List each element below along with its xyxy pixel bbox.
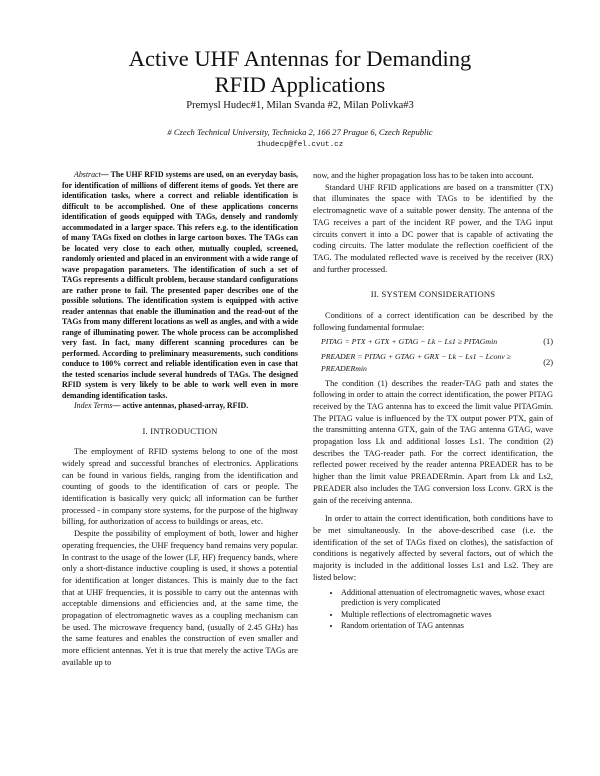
equation-2-body: PREADER = PITAG + GTAG + GRX − Lk − Ls1 − Lconv ≥ PREADERmin [321, 352, 511, 373]
affiliation: # Czech Technical University, Technicka 2, 166 27 Prague 6, Czech Republic [167, 127, 433, 137]
intro-paragraph-2: Despite the possibility of employment of both, lower and higher operating frequencies, the UHF frequency band remains very popular. In contrast to the usage of the lower (LF, HF) frequency bands, where only a short-distance inductive coupling is used, it shows a potential for identification at longer distances. This is mainly due to the fact that at UHF frequencies, it is possible to carry out the antennas with acceptable dimensions and efficiencies and, at the same time, the propagation of electromagnetic waves as a coupling mechanism can be used. The microwave frequency band, (usually of 2.45 GHz) has the same features and enables the construction of even smaller and more efficient antennas. Yet it is true that merely the active TAGs are available up to [62, 529, 298, 667]
abstract-text: — The UHF RFID systems are used, on an everyday basis, for identification of millions of different items of goods. Yet there are identification tasks, where a correct and reliable identification is difficult to be accomplished. One of these applications concerns identification of goods equipped with TAGs, densely and randomly accommodated in a larger space. This refers e.g. to the identification of many TAGs fixed on clothes in large cartoon boxes. The TAGs can be located very close to each other, mutually coupled, screened, randomly oriented and placed in an environment with a wide range of wave propagation parameters. The identification of such a set of TAGs represents a difficult problem, because standard configurations are rather prone to fail. The presented paper describes one of the possible solutions. The identification system is equipped with active reader antennas that enable the illumination and the read-out of the TAGs from many different locations as well as angles, and with a wide range of illuminating power. The whole process can be accomplished very fast. In fact, many different scanning procedures can be performed. According to preliminary measurements, such conditions conduce to 100% correct and reliable identification even in case that the tested scenarios include several hundreds of TAGs. The designed RFID system is very likely to be able to work well even in more demanding identification tasks. [62, 170, 298, 400]
title-line-1: Active UHF Antennas for Demanding [128, 46, 472, 71]
system-paragraph-2: Conditions of a correct identification can be described by the following fundamental formulae: [313, 311, 553, 332]
system-paragraph-1: Standard UHF RFID applications are based on a transmitter (TX) that illuminates the space with TAGs to be identified by the electromagnetic wave of a suitable power density. The antenna of the TAG receives a part of the incident RF power, and the TAG input circuits convert it into a DC power that is capable of activating the coding circuits. The latter modulate the reflection coefficient of the TAG. The modulated reflected wave is received by the receiver (RX) and further processed. [313, 182, 553, 274]
section-heading-introduction: I. INTRODUCTION [142, 425, 218, 436]
system-paragraph-3: The condition (1) describes the reader-TAG path and states the following in order to attain the correct identification, the power PITAG received by the TAG antenna has to exceed the limit value PITAGmin. The PITAG value is influenced by the TX output power PTX, gain of the transmitting antenna GTX, gain of the TAG antenna GTAG, wave propagation loss Lk and additional losses Ls1. The condition (2) describes the TAG-reader path. For the correct identification, the reflected power received by the reader antenna PREADER has to be higher than the limit value PREADERmin. Apart from Lk and Ls2, PREADER also includes the TAG conversion loss Lconv. GRX is the gain of the receiving antenna. [313, 378, 553, 505]
author-list: Premysl Hudec#1, Milan Svanda #2, Milan Polivka#3 [186, 100, 414, 111]
loss-factor-list [313, 588, 553, 632]
paper-title [0, 46, 600, 98]
equation-1-number: (1) [543, 337, 553, 347]
title-line-2: RFID Applications [214, 72, 386, 97]
section-heading-system: II. SYSTEM CONSIDERATIONS [370, 289, 496, 300]
list-item: • Additional attenuation of electromagnetic waves, whose exact prediction is very complicated [341, 588, 553, 609]
intro-paragraph-1: The employment of RFID systems belong to one of the most widely spread and successful branches of electronics. Applications can be found in various fields, ranging from the identification and counting of goods to the identification of cars or people. The identification is basically very quick; all information can be further processed - in company store systems, for the purpose of the highway billing, for authorization of access to buildings or areas, etc. [62, 447, 298, 527]
equation-1 [313, 336, 553, 348]
equation-2-number: (2) [543, 357, 553, 367]
index-terms-label: Index Terms [74, 401, 113, 410]
continued-paragraph: now, and the higher propagation loss has to be taken into account. [313, 171, 534, 180]
right-column [313, 170, 553, 633]
index-terms-text: — active antennas, phased-array, RFID. [112, 401, 249, 410]
contact-email: 1hudecp@fel.cvut.cz [256, 141, 344, 149]
list-item: • Random orientation of TAG antennas [341, 621, 553, 632]
index-terms [62, 401, 298, 412]
list-item: • Multiple reflections of electromagnetic waves [341, 610, 553, 621]
abstract [62, 170, 298, 401]
equation-1-body: PITAG = PTX + GTX + GTAG − Lk − Ls1 ≥ PITAGmin [321, 337, 498, 347]
equation-2 [313, 351, 553, 374]
abstract-label: Abstract [74, 170, 101, 179]
system-paragraph-4: In order to attain the correct identification, both conditions have to be met simultaneously. In the above-described case (i.e. the identification of the set of TAGs fixed on clothes), the satisfaction of conditions is negatively affected by several factors, out of which the majority is included in the additional losses Ls1 and Ls2. They are listed below: [313, 514, 553, 582]
left-column [62, 170, 298, 669]
